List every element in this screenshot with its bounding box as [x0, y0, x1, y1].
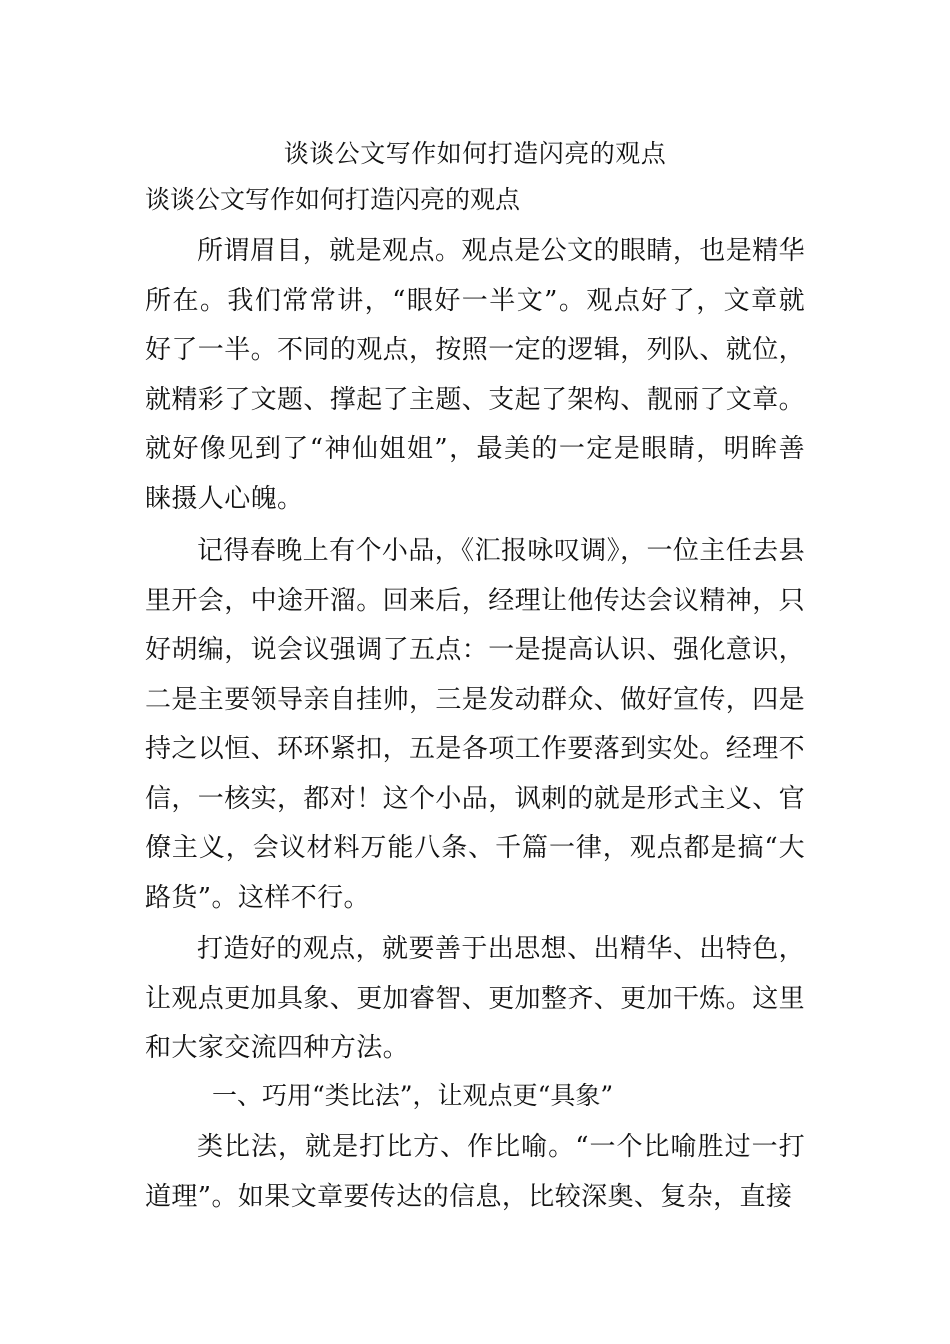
body-paragraph-2: 记得春晚上有个小品，《汇报咏叹调》，一位主任去县里开会，中途开溜。回来后，经理让他传达会议精神，只好胡编，说会议强调了五点：一是提高认识、强化意识，二是主要领导亲自挂帅，三是发动群众、做好宣传，四是持之以恒、环环紧扣，五是各项工作要落到实处。经理不信，一核实，都对！这个小品，讽刺的就是形式主义、官僚主义，会议材料万能八条、千篇一律，观点都是搞“大路货”。这样不行。 — [145, 536, 806, 913]
document-title: 谈谈公文写作如何打造闪亮的观点 — [283, 139, 667, 168]
document-subtitle: 谈谈公文写作如何打造闪亮的观点 — [145, 185, 521, 214]
body-paragraph-1: 所谓眉目，就是观点。观点是公文的眼睛，也是精华所在。我们常常讲，“眼好一半文”。观点好了，文章就好了一半。不同的观点，按照一定的逻辑，列队、就位，就精彩了文题、撑起了主题、支起了架构、靓丽了文章。就好像见到了“神仙姐姐”，最美的一定是眼睛，明眸善睐摄人心魄。 — [145, 236, 806, 514]
section-heading: 一、巧用“类比法”，让观点更“具象” — [212, 1081, 614, 1110]
section-paragraph: 类比法，就是打比方、作比喻。“一个比喻胜过一打道理”。如果文章要传达的信息，比较深奥、复杂，直接 — [145, 1132, 805, 1212]
body-paragraph-3: 打造好的观点，就要善于出思想、出精华、出特色，让观点更加具象、更加睿智、更加整齐、更加干炼。这里和大家交流四种方法。 — [145, 934, 806, 1063]
